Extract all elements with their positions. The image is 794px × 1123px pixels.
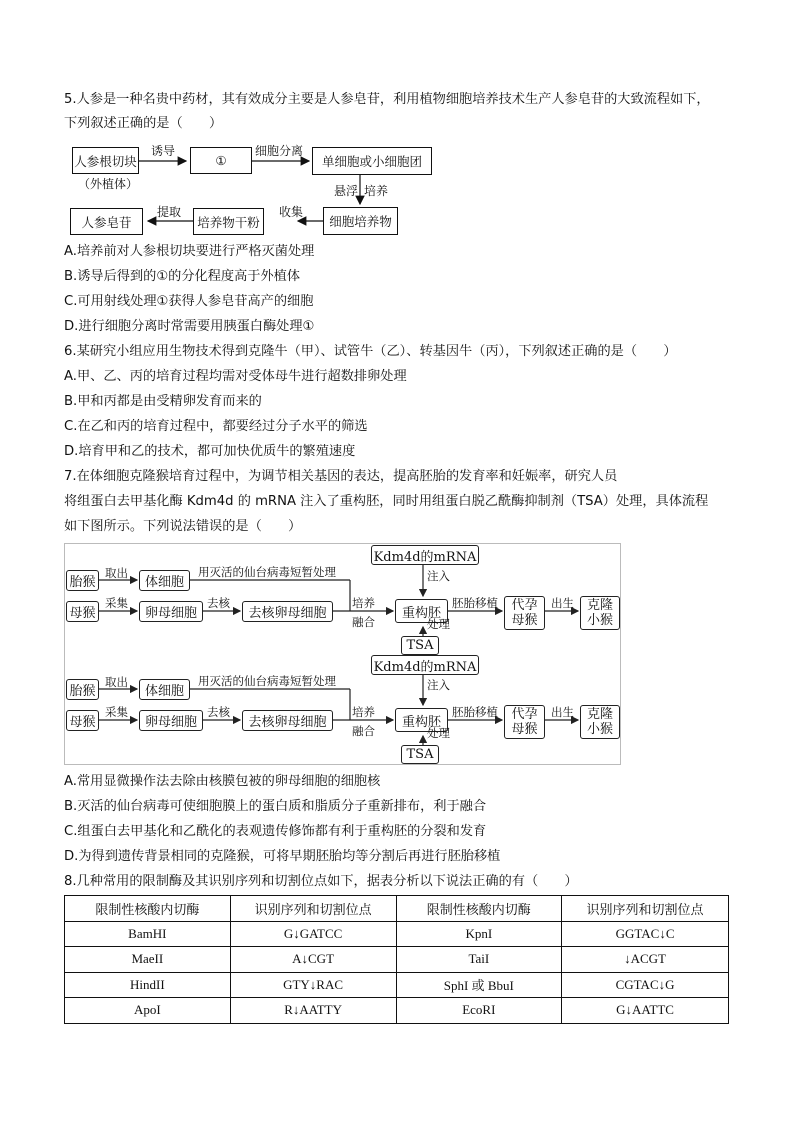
table-row — [65, 921, 729, 947]
header-site-2: 识别序列和切割位点 — [562, 896, 729, 922]
box-fetal-monkey: 胎猴 — [66, 570, 99, 591]
table-cell: SphI 或 BbuI — [396, 972, 562, 998]
box-oocyte: 卵母细胞 — [139, 601, 203, 622]
label-fuse-2: 融合 — [352, 724, 375, 738]
box-oocyte-2: 卵母细胞 — [139, 710, 203, 731]
box-explant: 人参根切块 — [72, 147, 139, 174]
table-cell: BamHI — [65, 921, 231, 947]
label-fuse: 融合 — [352, 615, 375, 629]
label-separate: 细胞分离 — [255, 144, 304, 158]
table-row — [65, 972, 729, 998]
table-cell: KpnI — [396, 921, 562, 947]
box-surrogate — [504, 596, 545, 630]
label-virus-note-2: 用灭活的仙台病毒短暂处理 — [198, 674, 336, 688]
box-rebuilt-embryo: 重构胚 — [395, 599, 448, 623]
header-enzyme-2: 限制性核酸内切酶 — [396, 896, 562, 922]
label-collect: 收集 — [279, 205, 304, 219]
q5-option-a: A.培养前对人参根切块要进行严格灭菌处理 — [64, 244, 315, 259]
table-cell: R↓AATTY — [230, 998, 396, 1024]
label-induce: 诱导 — [151, 144, 176, 158]
clone-line1: 克隆 — [586, 598, 613, 613]
table-cell: ↓ACGT — [562, 947, 729, 973]
table-cell: ApoI — [65, 998, 231, 1024]
box-cell-culture: 细胞培养物 — [323, 207, 398, 235]
label-enucleate-2: 去核 — [207, 705, 230, 719]
header-site-1: 识别序列和切割位点 — [230, 896, 396, 922]
label-birth: 出生 — [551, 596, 574, 610]
label-transfer-2: 胚胎移植 — [452, 705, 498, 719]
table-cell: GGTAC↓C — [562, 921, 729, 947]
box-kdm-mrna: Kdm4d的mRNA — [371, 545, 479, 565]
label-extract: 提取 — [157, 205, 182, 219]
table-cell: GTY↓RAC — [230, 972, 396, 998]
label-inject-2: 注入 — [427, 678, 450, 692]
label-take-out: 取出 — [105, 566, 128, 580]
q5-stem-line2: 下列叙述正确的是（ ） — [64, 116, 223, 131]
label-virus-note: 用灭活的仙台病毒短暂处理 — [198, 565, 336, 579]
box-enucleated-oocyte-2: 去核卵母细胞 — [242, 710, 333, 731]
clone-2-line1: 克隆 — [586, 707, 613, 722]
surrogate-line2: 母猴 — [511, 613, 538, 628]
table-row — [65, 947, 729, 973]
q6-option-c: C.在乙和丙的培育过程中，都要经过分子水平的筛选 — [64, 419, 368, 434]
box-somatic-cell: 体细胞 — [139, 570, 190, 591]
label-treat-2: 处理 — [427, 726, 450, 740]
label-culture: 培养 — [352, 596, 375, 610]
q7-option-c: C.组蛋白去甲基化和乙酰化的表观遗传修饰都有利于重构胚的分裂和发育 — [64, 824, 487, 839]
box-clone-monkey — [580, 596, 620, 630]
box-mother-monkey: 母猴 — [66, 601, 99, 622]
label-culture: 培养 — [364, 184, 389, 198]
table-header-row — [65, 896, 729, 922]
table-cell: EcoRI — [396, 998, 562, 1024]
table-cell: HindII — [65, 972, 231, 998]
box-clone-monkey-2 — [580, 705, 620, 739]
box-mother-monkey-2: 母猴 — [66, 710, 99, 731]
q5-option-d: D.进行细胞分离时常需要用胰蛋白酶处理① — [64, 319, 315, 334]
surrogate-2-line2: 母猴 — [511, 722, 538, 737]
label-enucleate: 去核 — [207, 596, 230, 610]
q6-option-b: B.甲和丙都是由受精卵发育而来的 — [64, 394, 262, 409]
q6-option-a: A.甲、乙、丙的培育过程均需对受体母牛进行超数排卵处理 — [64, 369, 407, 384]
label-culture-2: 培养 — [352, 705, 375, 719]
q6-stem: 6.某研究小组应用生物技术得到克隆牛（甲）、试管牛（乙）、转基因牛（丙），下列叙述正确的是（ ） — [64, 344, 677, 359]
label-birth-2: 出生 — [551, 705, 574, 719]
q7-option-b: B.灭活的仙台病毒可使细胞膜上的蛋白质和脂质分子重新排布，利于融合 — [64, 799, 487, 814]
table-row — [65, 998, 729, 1024]
box-somatic-cell-2: 体细胞 — [139, 679, 190, 700]
table-cell: CGTAC↓G — [562, 972, 729, 998]
box-kdm-mrna-2: Kdm4d的mRNA — [371, 655, 479, 675]
label-transfer: 胚胎移植 — [452, 596, 498, 610]
q7-option-a: A.常用显微操作法去除由核膜包被的卵母细胞的细胞核 — [64, 774, 381, 789]
table-cell: A↓CGT — [230, 947, 396, 973]
surrogate-line1: 代孕 — [511, 598, 538, 613]
q7-stem-line1: 7.在体细胞克隆猴培育过程中，为调节相关基因的表达，提高胚胎的发育率和妊娠率，研究人员 — [64, 469, 618, 484]
header-enzyme-1: 限制性核酸内切酶 — [65, 896, 231, 922]
box-enucleated-oocyte: 去核卵母细胞 — [242, 601, 333, 622]
label-collect: 采集 — [105, 596, 128, 610]
q5-option-b: B.诱导后得到的①的分化程度高于外植体 — [64, 269, 301, 284]
box-rebuilt-embryo-2: 重构胚 — [395, 708, 448, 732]
clone-2-line2: 小猴 — [586, 722, 613, 737]
explant-note: （外植体） — [78, 177, 139, 191]
table-cell: MaeII — [65, 947, 231, 973]
box-dry-powder: 培养物干粉 — [193, 208, 264, 235]
label-collect-2: 采集 — [105, 705, 128, 719]
q7-stem-line2: 将组蛋白去甲基化酶 Kdm4d 的 mRNA 注入了重构胚，同时用组蛋白脱乙酰酶抑制剂（TSA）处理，具体流程 — [64, 494, 709, 509]
q5-stem-line1: 5.人参是一种名贵中药材，其有效成分主要是人参皂苷，利用植物细胞培养技术生产人参皂苷的大致流程如下， — [64, 92, 710, 107]
label-suspend: 悬浮 — [334, 184, 359, 198]
surrogate-2-line1: 代孕 — [511, 707, 538, 722]
q6-option-d: D.培育甲和乙的技术，都可加快优质牛的繁殖速度 — [64, 444, 356, 459]
box-1: ① — [190, 147, 252, 174]
box-single-cell: 单细胞或小细胞团 — [312, 147, 432, 175]
enzyme-table — [64, 895, 729, 1024]
box-product: 人参皂苷 — [70, 208, 143, 235]
q8-stem: 8.几种常用的限制酶及其识别序列和切割位点如下，据表分析以下说法正确的有（ ） — [64, 874, 578, 889]
q7-option-d: D.为得到遗传背景相同的克隆猴，可将早期胚胎均等分割后再进行胚胎移植 — [64, 849, 501, 864]
label-treat: 处理 — [427, 617, 450, 631]
table-cell: G↓AATTC — [562, 998, 729, 1024]
q7-stem-line3: 如下图所示。下列说法错误的是（ ） — [64, 519, 302, 534]
box-tsa-2: TSA — [401, 745, 439, 764]
box-tsa: TSA — [401, 636, 439, 655]
box-fetal-monkey-2: 胎猴 — [66, 679, 99, 700]
label-take-out-2: 取出 — [105, 675, 128, 689]
box-surrogate-2 — [504, 705, 545, 739]
table-cell: TaiI — [396, 947, 562, 973]
table-cell: G↓GATCC — [230, 921, 396, 947]
label-inject: 注入 — [427, 569, 450, 583]
clone-line2: 小猴 — [586, 613, 613, 628]
q5-option-c: C.可用射线处理①获得人参皂苷高产的细胞 — [64, 294, 314, 309]
